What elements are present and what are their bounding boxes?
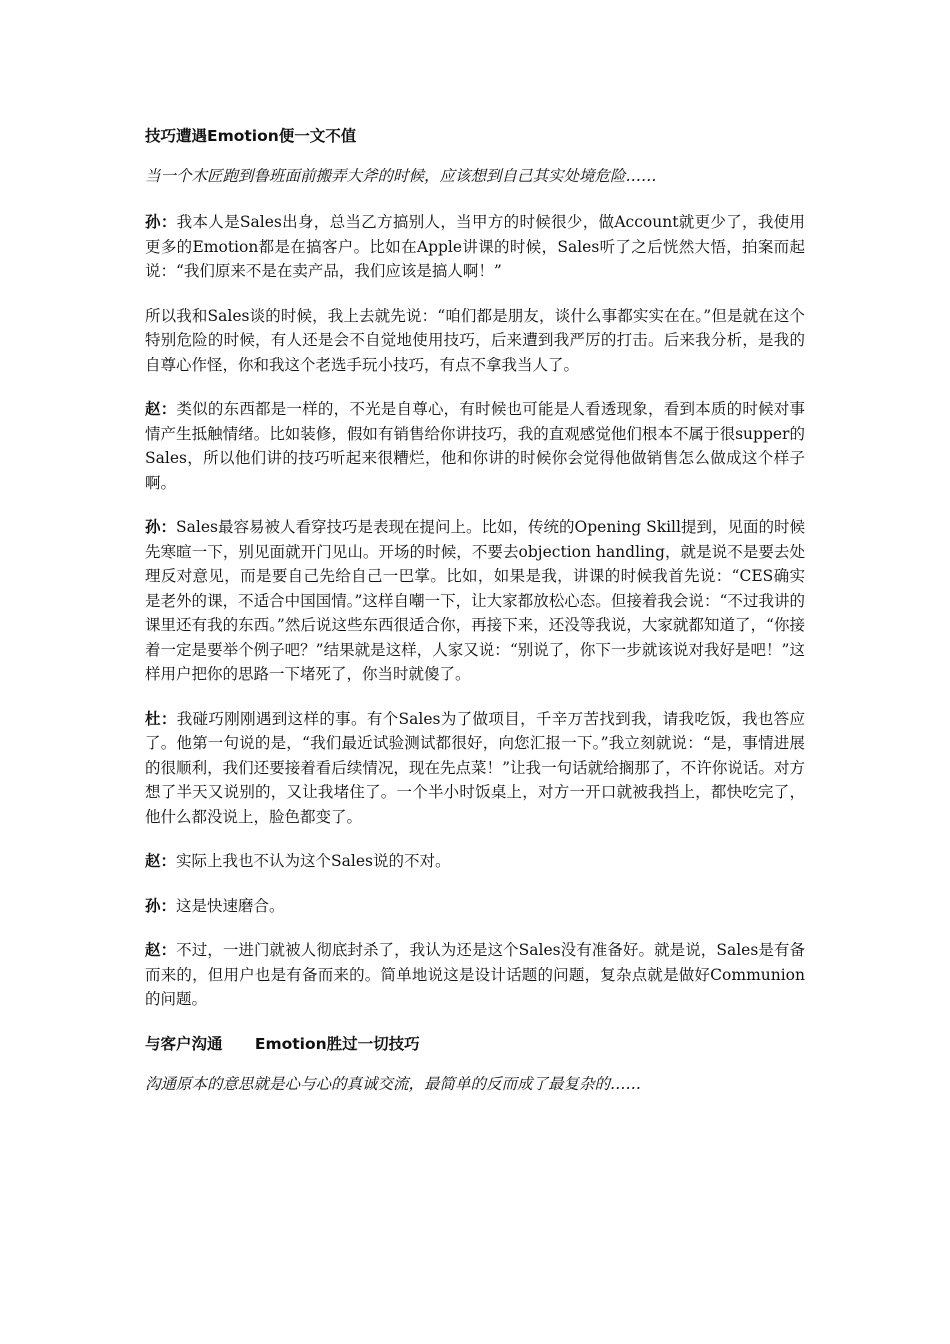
speaker-label: 赵：	[145, 399, 177, 418]
article-title: 技巧遭遇Emotion便一文不值	[145, 127, 357, 145]
section-intro: 沟通原本的意思就是心与心的真诚交流，最简单的反而成了最复杂的……	[145, 1074, 642, 1093]
dialogue-paragraph	[145, 210, 805, 284]
speaker-label: 孙：	[145, 212, 177, 231]
paragraph-text: 不过，一进门就被人彻底封杀了，我认为还是这个Sales没有准备好。就是说，Sales是有备而来的，但用户也是有备而来的。简单地说这是设计话题的问题，复杂点就是做好Communion的问题。	[145, 941, 805, 1008]
dialogue-paragraph	[145, 849, 805, 874]
paragraph-text: Sales最容易被人看穿技巧是表现在提问上。比如，传统的Opening Skill提到，见面的时候先寒暄一下，别见面就开门见山。开场的时候，不要去objection handling，就是说不是要去处理反对意见，而是要自己先给自己一巴掌。比如，如果是我，讲课的时候我首先说：“CES确实是老外的课，不适合中国国情。”这样自嘲一下，让大家都放松心态。但接着我会说：“不过我讲的课里还有我的东西。”然后说这些东西很适合你，再接下来，还没等我说，大家就都知道了，“你接着一定是要举个例子吧？”结果就是这样，人家又说：“别说了，你下一步就该说对我好是吧！”这样用户把你的思路一下堵死了，你当时就傻了。	[145, 518, 805, 683]
article-intro: 当一个木匠跑到鲁班面前搬弄大斧的时候，应该想到自己其实处境危险……	[145, 167, 657, 185]
speaker-label: 赵：	[145, 940, 177, 959]
paragraph-text: 我本人是Sales出身，总当乙方搞别人，当甲方的时候很少，做Account就更少了，我使用更多的Emotion都是在搞客户。比如在Apple讲课的时候，Sales听了之后恍然大悟，拍案而起说：“我们原来不是在卖产品，我们应该是搞人啊！”	[145, 213, 805, 280]
paragraph-text: 实际上我也不认为这个Sales说的不对。	[176, 852, 451, 870]
dialogue-paragraph	[145, 938, 805, 1012]
speaker-label: 赵：	[145, 851, 177, 870]
paragraph-text: 类似的东西都是一样的，不光是自尊心，有时候也可能是人看透现象，看到本质的时候对事情产生抵触情绪。比如装修，假如有销售给你讲技巧，我的直观感觉他们根本不属于很supper的Sales，所以他们讲的技巧听起来很糟烂，他和你讲的时候你会觉得他做销售怎么做成这个样子啊。	[145, 400, 805, 492]
speaker-label: 孙：	[145, 895, 177, 915]
paragraph-text: 我碰巧刚刚遇到这样的事。有个Sales为了做项目，千辛万苦找到我，请我吃饭，我也答应了。他第一句说的是，“我们最近试验测试都很好，向您汇报一下。”我立刻就说：“是，事情进展的很顺利，我们还要接着看后续情况，现在先点菜！”让我一句话就给搁那了，不许你说话。对方想了半天又说别的，又让我堵住了。一个半小时饭桌上，对方一开口就被我挡上，都快吃完了，他什么都没说上，脸色都变了。	[145, 709, 805, 826]
speaker-label: 杜：	[145, 708, 177, 728]
dialogue-paragraph	[145, 515, 805, 687]
speaker-label: 孙：	[145, 517, 177, 536]
dialogue-paragraph	[145, 397, 805, 495]
section-heading: 与客户沟通 Emotion胜过一切技巧	[145, 1034, 420, 1053]
paragraph-text: 这是快速磨合。	[176, 896, 285, 915]
paragraph-text: 所以我和Sales谈的时候，我上去就先说：“咱们都是朋友，谈什么事都实实在在。”但是就在这个特别危险的时候，有人还是会不自觉地使用技巧，后来遭到我严厉的打击。后来我分析，是我的自尊心作怪，你和我这个老选手玩小技巧，有点不拿我当人了。	[145, 306, 805, 374]
dialogue-paragraph	[145, 304, 805, 378]
dialogue-paragraph	[145, 894, 805, 919]
dialogue-paragraph	[145, 707, 805, 830]
